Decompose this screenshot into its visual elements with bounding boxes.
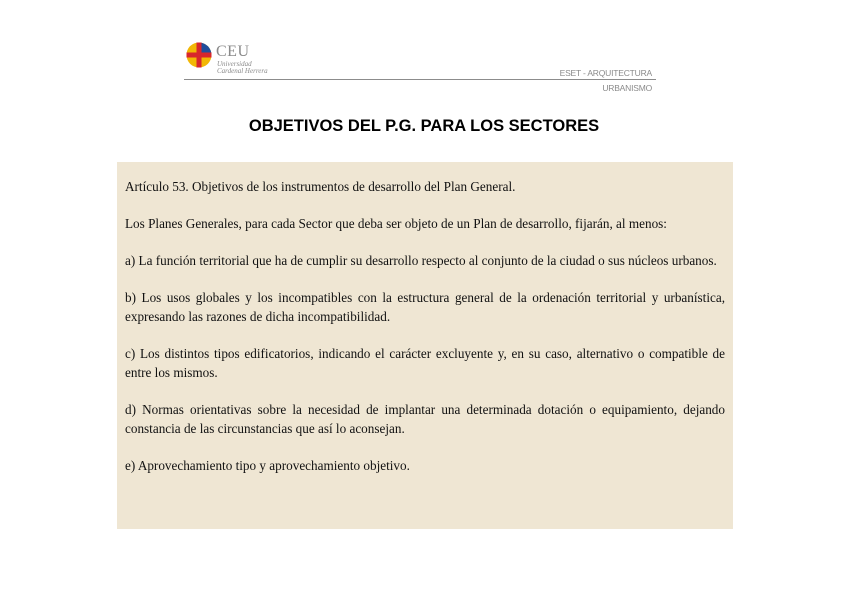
ceu-cross-emblem-icon: [186, 42, 212, 68]
page-header: [184, 40, 656, 96]
department-name: URBANISMO: [602, 83, 652, 93]
header-divider: [184, 79, 656, 80]
article-item-c: c) Los distintos tipos edificatorios, indicando el carácter excluyente y, en su caso, alternativo o compatible de entre los mismos.: [125, 346, 725, 380]
logo-subtitle: [217, 61, 268, 75]
article-item-b: b) Los usos globales y los incompatibles con la estructura general de la ordenación territorial y urbanística, expresando las razones de dicha incompatibilidad.: [125, 290, 725, 324]
article-item-d: d) Normas orientativas sobre la necesidad de implantar una determinada dotación o equipamiento, dejando constancia de las circunstancias que así lo aconsejan.: [125, 402, 725, 436]
article-intro: Los Planes Generales, para cada Sector que deba ser objeto de un Plan de desarrollo, fijarán, al menos:: [125, 216, 667, 231]
article-box: [117, 162, 733, 529]
article-heading: Artículo 53. Objetivos de los instrumentos de desarrollo del Plan General.: [125, 179, 516, 194]
logo-name: CEU: [216, 43, 250, 60]
page-title: OBJETIVOS DEL P.G. PARA LOS SECTORES: [248, 117, 600, 135]
article-item-e: e) Aprovechamiento tipo y aprovechamiento objetivo.: [125, 458, 410, 473]
logo-subtitle-line-1: Universidad: [217, 60, 252, 68]
article-item-a: a) La función territorial que ha de cumplir su desarrollo respecto al conjunto de la ciudad o sus núcleos urbanos.: [125, 253, 717, 268]
logo-subtitle-line-2: Cardenal Herrera: [217, 67, 268, 75]
ceu-logo: [184, 40, 314, 80]
school-name: ESET - ARQUITECTURA: [559, 68, 652, 78]
